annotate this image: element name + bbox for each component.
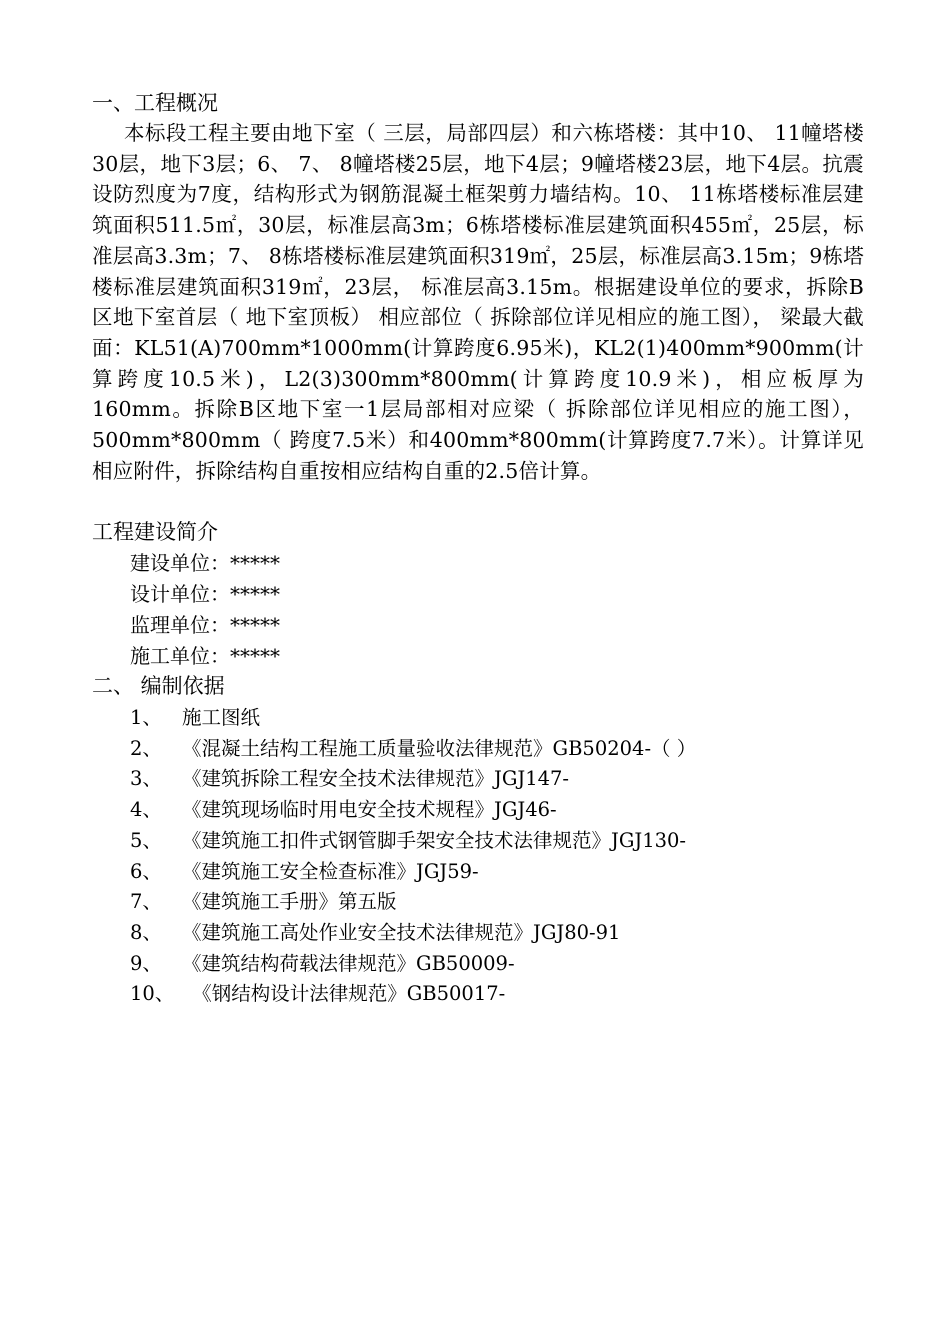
reference-text: 《建筑拆除工程安全技术法律规范》JGJ147- xyxy=(182,767,570,791)
reference-item xyxy=(130,826,696,857)
reference-text: 施工图纸 xyxy=(182,706,261,729)
reference-number: 4、 xyxy=(130,798,162,822)
reference-item xyxy=(130,918,696,949)
project-intro-heading: 工程建设简介 xyxy=(92,520,218,544)
reference-list xyxy=(130,703,696,1010)
reference-number: 8、 xyxy=(130,920,162,944)
construction-unit: 建设单位：***** xyxy=(130,551,280,575)
reference-item xyxy=(130,979,696,1010)
reference-item xyxy=(130,887,696,918)
section1-heading: 一、工程概况 xyxy=(92,91,218,115)
reference-number: 10、 xyxy=(130,982,175,1006)
reference-number: 2、 xyxy=(130,736,162,760)
reference-item xyxy=(130,795,696,826)
reference-text: 《建筑现场临时用电安全技术规程》JGJ46- xyxy=(182,798,557,822)
reference-text: 《建筑施工安全检查标准》JGJ59- xyxy=(182,859,479,883)
reference-text: 《钢结构设计法律规范》GB50017- xyxy=(186,982,506,1006)
reference-number: 5、 xyxy=(130,828,162,852)
contractor-unit: 施工单位：***** xyxy=(130,644,280,668)
reference-text: 《建筑施工扣件式钢管脚手架安全技术法律规范》JGJ130- xyxy=(182,828,687,852)
reference-number: 7、 xyxy=(130,890,162,914)
reference-text: 《混凝土结构工程施工质量验收法律规范》GB50204-（ ） xyxy=(182,736,697,760)
section1-paragraph: 本标段工程主要由地下室（ 三层，局部四层）和六栋塔楼：其中10、 11幢塔楼30层，地下3层；6、 7、 8幢塔楼25层，地下4层；9幢塔楼23层，地下4层。抗震设防烈度为7度，结构形式为钢筋混凝土框架剪力墙结构。10、 11栋塔楼标准层建筑面积511.5㎡，30层，标准层高3m；6栋塔楼标准层建筑面积455㎡，25层，标准层高3.3m；7、 8栋塔楼标准层建筑面积319㎡，25层，标准层高3.15m；9栋塔楼标准层建筑面积319㎡，23层， 标准层高3.15m。根据建设单位的要求，拆除B区地下室首层（ 地下室顶板） 相应部位（ 拆除部位详见相应的施工图）， 梁最大截面：KL51(A)700mm*1000mm(计算跨度6.95米)，KL2(1)400mm*900mm(计算跨度10.5米)，L2(3)300mm*800mm(计算跨度10.9米)，相应板厚为160mm。拆除B区地下室一1层局部相对应梁（ 拆除部位详见相应的施工图），500mm*800mm（ 跨度7.5米）和400mm*800mm(计算跨度7.7米）。计算详见相应附件，拆除结构自重按相应结构自重的2.5倍计算。 xyxy=(92,121,864,483)
reference-number: 9、 xyxy=(130,951,162,975)
reference-item xyxy=(130,734,696,765)
reference-item xyxy=(130,857,696,888)
supervision-unit: 监理单位：***** xyxy=(130,613,280,637)
reference-item xyxy=(130,703,696,734)
design-unit: 设计单位：***** xyxy=(130,582,280,606)
reference-text: 《建筑施工手册》第五版 xyxy=(182,890,397,914)
reference-number: 1、 xyxy=(130,706,162,729)
reference-item xyxy=(130,764,696,795)
section2-heading: 二、 编制依据 xyxy=(92,674,225,698)
reference-item xyxy=(130,949,696,980)
reference-number: 3、 xyxy=(130,767,162,791)
reference-text: 《建筑施工高处作业安全技术法律规范》JGJ80-91 xyxy=(182,920,621,944)
reference-number: 6、 xyxy=(130,859,162,883)
reference-text: 《建筑结构荷载法律规范》GB50009- xyxy=(182,951,515,975)
